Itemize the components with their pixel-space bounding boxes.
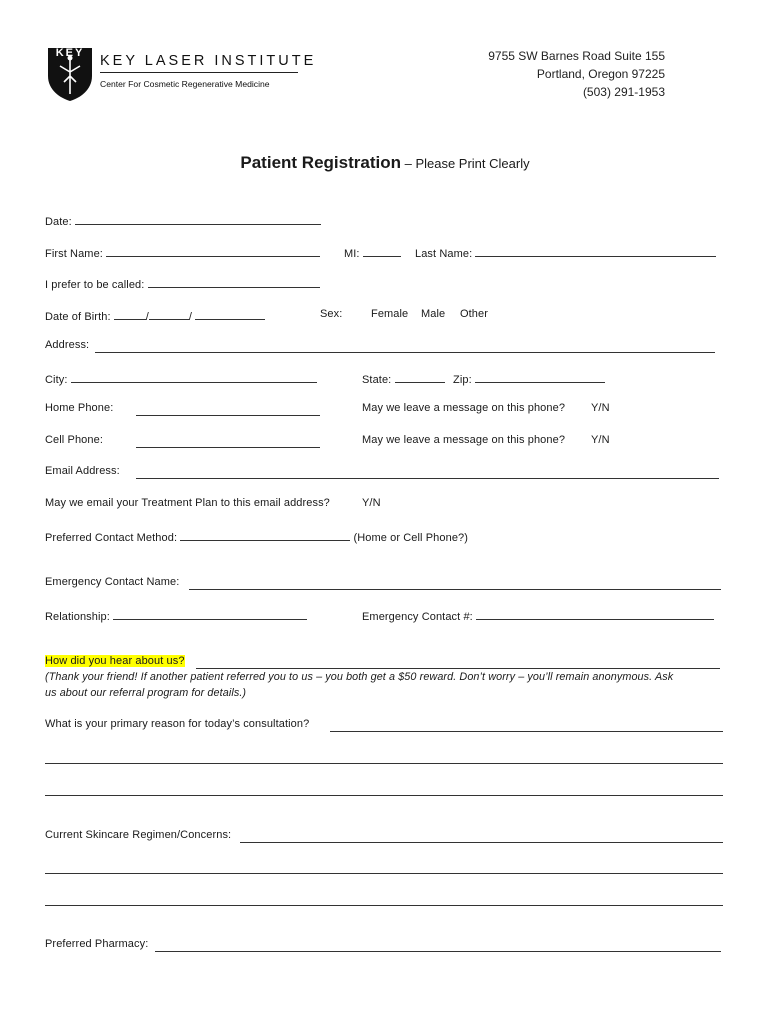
dob-month-field[interactable] bbox=[114, 308, 146, 320]
city-field[interactable] bbox=[71, 371, 317, 383]
cell-phone-message-question: May we leave a message on this phone? bbox=[362, 434, 566, 446]
title-sub: – Please Print Clearly bbox=[400, 156, 530, 171]
title-main: Patient Registration bbox=[240, 153, 401, 172]
state-label: State: bbox=[362, 374, 392, 386]
email-field[interactable] bbox=[136, 478, 719, 479]
referral-note-line-2: us about our referral program for details.) bbox=[45, 687, 247, 699]
dob-separator: / bbox=[188, 311, 193, 323]
hear-about-label bbox=[45, 655, 185, 667]
skincare-field-line-2[interactable] bbox=[45, 873, 723, 874]
zip-label: Zip: bbox=[453, 374, 472, 386]
email-plan-yn[interactable]: Y/N bbox=[362, 497, 381, 509]
skincare-field-line-3[interactable] bbox=[45, 905, 723, 906]
dob-label: Date of Birth: bbox=[45, 311, 111, 323]
dob-separator: / bbox=[145, 311, 149, 323]
preferred-contact-label: Preferred Contact Method: bbox=[45, 532, 178, 544]
relationship-label: Relationship: bbox=[45, 611, 110, 623]
city-row bbox=[45, 371, 317, 386]
skincare-label: Current Skincare Regimen/Concerns: bbox=[45, 829, 232, 841]
home-phone-label: Home Phone: bbox=[45, 402, 114, 414]
last-name-label: Last Name: bbox=[415, 248, 473, 260]
address-line-2: Portland, Oregon 97225 bbox=[536, 67, 665, 81]
emergency-name-field[interactable] bbox=[189, 589, 721, 590]
mi-label: MI: bbox=[344, 248, 360, 260]
pharmacy-label: Preferred Pharmacy: bbox=[45, 938, 149, 950]
hear-about-highlight: How did you hear about us? bbox=[45, 655, 185, 667]
preferred-contact-field[interactable] bbox=[180, 529, 350, 541]
home-phone-field[interactable] bbox=[136, 415, 320, 416]
last-name-row bbox=[415, 245, 716, 260]
phone-number: (503) 291-1953 bbox=[582, 85, 665, 99]
dob-year-field[interactable] bbox=[195, 308, 265, 320]
primary-reason-field-line-3[interactable] bbox=[45, 795, 723, 796]
address-line-1: 9755 SW Barnes Road Suite 155 bbox=[488, 49, 665, 63]
state-field[interactable] bbox=[395, 371, 445, 383]
preferred-contact-row bbox=[45, 529, 468, 544]
emergency-number-label: Emergency Contact #: bbox=[362, 611, 473, 623]
prefer-row bbox=[45, 276, 320, 291]
date-field[interactable] bbox=[75, 213, 321, 225]
relationship-field[interactable] bbox=[113, 608, 307, 620]
sex-label: Sex: bbox=[320, 308, 343, 320]
prefer-field[interactable] bbox=[148, 276, 320, 288]
dob-row bbox=[45, 308, 265, 323]
hear-about-field[interactable] bbox=[196, 668, 720, 669]
zip-field[interactable] bbox=[475, 371, 605, 383]
org-name: KEY LASER INSTITUTE bbox=[100, 53, 317, 69]
primary-reason-field-line-2[interactable] bbox=[45, 763, 723, 764]
org-tagline: Center For Cosmetic Regenerative Medicine bbox=[100, 79, 270, 89]
first-name-row bbox=[45, 245, 320, 260]
skincare-field[interactable] bbox=[240, 842, 723, 843]
zip-row bbox=[453, 371, 605, 386]
emergency-number-row bbox=[362, 608, 714, 623]
address-row bbox=[45, 339, 89, 351]
sex-option-female[interactable]: Female bbox=[371, 308, 409, 320]
email-plan-question: May we email your Treatment Plan to this email address? bbox=[45, 497, 330, 509]
sex-option-male[interactable]: Male bbox=[421, 308, 446, 320]
primary-reason-label: What is your primary reason for today’s consultation? bbox=[45, 718, 310, 730]
mi-field[interactable] bbox=[363, 245, 401, 257]
cell-phone-message-yn[interactable]: Y/N bbox=[591, 434, 610, 446]
primary-reason-field[interactable] bbox=[330, 731, 723, 732]
home-phone-message-yn[interactable]: Y/N bbox=[591, 402, 610, 414]
first-name-label: First Name: bbox=[45, 248, 103, 260]
address-label: Address: bbox=[45, 339, 90, 351]
relationship-row bbox=[45, 608, 307, 623]
logo-letters: KEY bbox=[55, 47, 85, 59]
email-label: Email Address: bbox=[45, 465, 120, 477]
dob-day-field[interactable] bbox=[149, 308, 189, 320]
emergency-number-field[interactable] bbox=[476, 608, 714, 620]
mi-row bbox=[344, 245, 401, 260]
date-row bbox=[45, 213, 321, 228]
city-label: City: bbox=[45, 374, 68, 386]
cell-phone-field[interactable] bbox=[136, 447, 320, 448]
state-row bbox=[362, 371, 445, 386]
preferred-contact-hint: (Home or Cell Phone?) bbox=[353, 532, 469, 544]
first-name-field[interactable] bbox=[106, 245, 320, 257]
logo-divider bbox=[100, 72, 298, 73]
pharmacy-field[interactable] bbox=[155, 951, 721, 952]
referral-note-line-1: (Thank your friend! If another patient referred you to us – you both get a $50 reward. Don’t worry – you’ll remain anonymous. Ask bbox=[45, 671, 674, 683]
cell-phone-label: Cell Phone: bbox=[45, 434, 103, 446]
page-title bbox=[0, 153, 770, 173]
prefer-label: I prefer to be called: bbox=[45, 279, 145, 291]
home-phone-message-question: May we leave a message on this phone? bbox=[362, 402, 566, 414]
last-name-field[interactable] bbox=[475, 245, 716, 257]
sex-option-other[interactable]: Other bbox=[460, 308, 489, 320]
date-label: Date: bbox=[45, 216, 72, 228]
emergency-name-label: Emergency Contact Name: bbox=[45, 576, 180, 588]
address-field[interactable] bbox=[95, 352, 715, 353]
